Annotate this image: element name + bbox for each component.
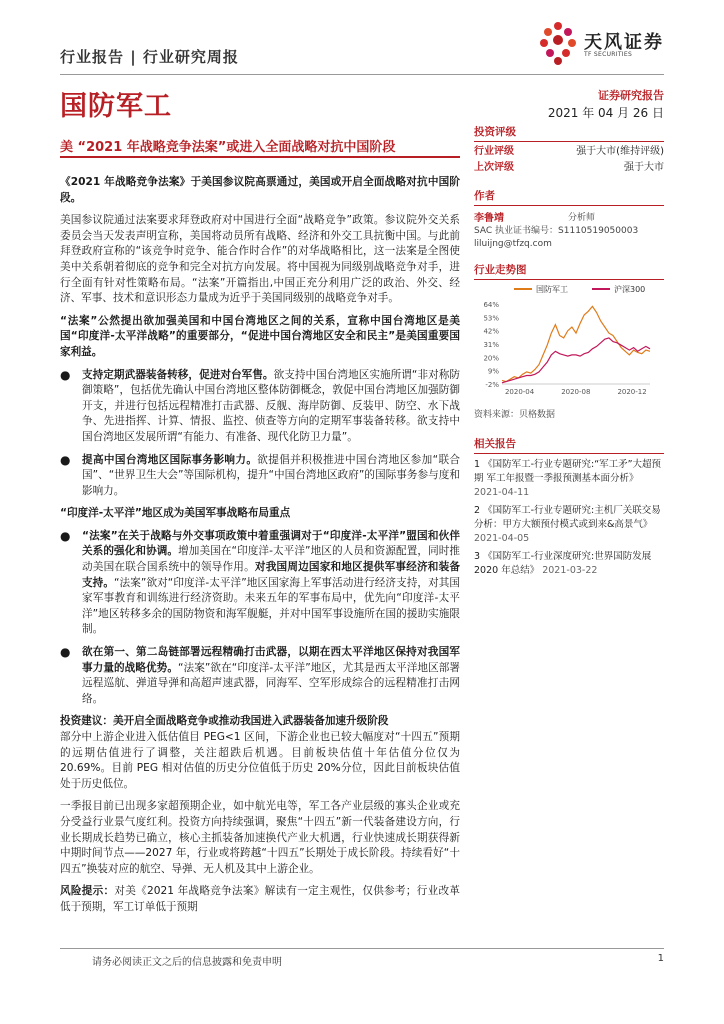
industry-rating-row	[474, 144, 664, 160]
logo-dot	[554, 57, 562, 65]
logo-dot	[554, 22, 562, 30]
bullet-item	[60, 529, 460, 638]
intro-summary: 《2021 年战略竞争法案》于美国参议院高票通过，美国或开启全面战略对抗中国阶段。	[60, 176, 460, 204]
author-name: 李鲁靖	[474, 213, 504, 224]
chart-heading: 行业走势图	[474, 264, 527, 276]
author-heading: 作者	[474, 190, 495, 202]
main-content	[60, 175, 460, 923]
sector-title: 国防军工	[60, 91, 172, 122]
bullet-icon: ●	[60, 528, 71, 543]
section-rule	[474, 453, 664, 454]
bullet-lead: “法案”在关于战略与外交事项政策中着重强调对于“印度洋-太平洋”盟国和伙伴关系的强化和协调。	[82, 529, 460, 558]
report-title: 美 “2021 年战略竞争法案”或进入全面战略对抗中国阶段	[60, 140, 396, 155]
logo-dot	[540, 39, 548, 47]
section-rule	[474, 141, 664, 142]
y-tick-label: 9%	[487, 367, 499, 376]
logo-icon	[536, 20, 580, 66]
logo-dot	[546, 49, 554, 57]
bullet-lead: 提高中国台湾地区国际事务影响力。	[82, 453, 258, 466]
footer-divider	[60, 948, 664, 949]
investment-heading: 投资建议：美开启全面战略竞争或推动我国进入武器装备加速升级阶段	[60, 715, 389, 728]
related-report-title[interactable]: 2 《国防军工-行业专题研究:主机厂关联交易分析：甲方大额预付模式或到来&高景气》	[474, 505, 661, 530]
bullet-item	[60, 368, 460, 446]
related-report-item[interactable]	[474, 550, 664, 578]
logo-dot	[564, 28, 572, 36]
bullet-lead: 支持定期武器装备转移，促进对台军售。	[82, 368, 274, 381]
risk-warning	[60, 884, 460, 915]
header-divider	[60, 74, 664, 75]
bullet-lead-2: 对我国周边国家和地区提供军事经济和装备支持。	[82, 561, 461, 589]
x-tick-label: 2020-12	[617, 388, 647, 396]
bullet-icon: ●	[60, 452, 71, 467]
rating-section	[474, 124, 664, 176]
bullet-text: 增加美国在“印度洋-太平洋”地区的人员和资源配置，同时推动美国在联合国系统中的领导作用。	[82, 545, 461, 574]
logo-dot	[562, 49, 570, 57]
paragraph: 美国参议院通过法案要求拜登政府对中国进行全面“战略竞争”政策。参议院外交关系委员会当天发表声明宣称，美国将动员所有战略、经济和外交工具抗衡中国。与此前拜登政府宣称的“该竞争时竞争、能合作时合作”的对华战略相比，这一法案是全图使美中关系朝着彻底的竞争和完全对抗方向发展。将中国视为同级别战略竞争对手，进行全面有针对性策略布局。“法案”开篇指出,中国正充分利用广泛的政治、外交、经济、军事、技术和意识形态力量成为近乎于美国同级别的战略竞争对手。	[60, 214, 460, 305]
series-line-csi300	[502, 338, 650, 383]
logo-dot	[544, 28, 552, 36]
logo-subtitle: TF SECURITIES	[584, 51, 633, 58]
paragraph: 一季报目前已出现多家超预期企业，如中航光电等，军工各产业层级的寡头企业或充分受益行业景气度红利。投资方向持续强调，聚焦“十四五”新一代装备建设方向，行业长期成长趋势已确立，核心主抓装备加速换代产业大机遇，行业快速成长期获得新中期时间节点——2027 年，行业或将跨越“十四五”长期处于成长阶段。持续看好“十四五”换装对应的航空、导弹、无人机及其中上游企业。	[60, 800, 460, 875]
related-report-item[interactable]	[474, 504, 664, 546]
industry-rating-value: 强于大市(维持评级)	[576, 146, 664, 157]
y-tick-label: -2%	[485, 381, 499, 389]
related-report-date: 2021-04-11	[474, 487, 530, 498]
report-category: 行业报告 | 行业研究周报	[60, 48, 239, 66]
risk-label: 风险提示：	[60, 885, 115, 898]
paragraph-bold: “法案”公然提出欲加强美国和中国台湾地区之间的关系，宣称中国台湾地区是美国“印度洋-太平洋战略”的重要部分，“促进中国台湾地区安全和民主”是美国重要国家利益。	[60, 314, 460, 358]
author-email[interactable]: liluijng@tfzq.com	[474, 239, 552, 249]
related-heading: 相关报告	[474, 438, 516, 450]
logo-name: 天风证券	[584, 32, 664, 53]
y-tick-label: 64%	[483, 301, 499, 309]
section-rule	[474, 205, 664, 206]
risk-text: 对美《2021 年战略竞争法案》解读有一定主观性，仅供参考；行业改革低于预期，军工订单低于预期	[60, 885, 461, 913]
bullet-lead: 欲在第一、第二岛链部署远程精确打击武器，以期在西太平洋地区保持对我国军事力量的战略优势。	[82, 646, 460, 674]
previous-rating-row	[474, 160, 664, 176]
legend-label: 沪深300	[614, 285, 646, 294]
sub-heading: “印度洋-太平洋”地区成为美国军事战略布局重点	[60, 507, 291, 520]
x-tick-label: 2020-04	[504, 388, 535, 396]
y-tick-label: 53%	[483, 314, 499, 323]
x-tick-label: 2020-08	[561, 388, 591, 396]
legend-label: 国防军工	[536, 285, 568, 294]
previous-rating-label: 上次评级	[474, 162, 514, 173]
title-underline	[60, 156, 460, 158]
bullet-text: 欲支持中国台湾地区实施所谓“非对称防御策略”，包括优先确认中国台湾地区整体防御概念，敦促中国台湾地区加强防御开支，并进行包括远程精准打击武器、反舰、海岸防御、反装甲、防空、水下战争、先进指挥、计算、情报、监控、侦查等方向的定期军事装备转移。欲支持中国台湾地区发展所谓“有能力、有准备、现代化防卫力量”。	[82, 368, 460, 443]
bullet-text: 欲提倡并积极推进中国台湾地区参加“联合国”、“世界卫生大会”等国际机构，提升“中国台湾地区政府”的国际事务参与度和影响力。	[82, 453, 460, 497]
page-number: 1	[657, 953, 664, 964]
bullet-item	[60, 453, 460, 500]
related-report-date: 2021-04-05	[474, 533, 530, 544]
series-line-defense	[502, 306, 650, 381]
related-report-title[interactable]: 3 《国防军工-行业深度研究:世界国防发展 2020 年总结》	[474, 551, 652, 576]
report-type: 证券研究报告	[598, 89, 664, 102]
chart-source: 资料来源：贝格数据	[474, 410, 556, 420]
bullet-icon: ●	[60, 367, 71, 382]
industry-trend-chart	[474, 280, 664, 402]
industry-rating-label: 行业评级	[474, 146, 514, 157]
report-date: 2021 年 04 月 26 日	[547, 106, 664, 120]
logo-dot	[568, 39, 576, 47]
author-section	[474, 188, 664, 251]
logo-dot	[553, 35, 563, 45]
y-tick-label: 20%	[483, 354, 499, 363]
chart-section	[474, 262, 664, 280]
y-tick-label: 42%	[483, 327, 499, 336]
investment-text: 部分中上游企业进入低估值目 PEG<1 区间，下游企业也已较大幅度对“十四五”预期的远期估值进行了调整，关注超跌后机遇。目前板块估值十年估值分位仅为 20.69%。目前 PEG 相对估值的历史分位值低于历史 20%分位，因此目前板块估值处于历史低位。	[60, 731, 460, 790]
previous-rating-value: 强于大市	[624, 162, 664, 173]
related-report-date: 2021-03-22	[542, 565, 598, 576]
bullet-item	[60, 645, 460, 707]
related-report-item[interactable]	[474, 458, 664, 500]
bullet-text: “法案”欲在“印度洋-太平洋”地区，尤其是西太平洋地区部署远程巡航、弹道导弹和高超声速武器，同海军、空军形成综合的远程精准打击网络。	[82, 661, 460, 705]
footer-disclaimer: 请务必阅读正文之后的信息披露和免责申明	[92, 957, 282, 968]
author-title: 分析师	[568, 213, 596, 223]
bullet-text-2: “法案”欲对“印度洋-太平洋”地区国家海上军事活动进行经济支持，对其国家军事教育和训练进行经济资助。未来五年的军事布局中，优先向“印度洋-太平洋”地区转移多余的国防物资和海军舰艇，并对中国军事设施所在国的援助实施限制。	[82, 576, 460, 636]
bullet-icon: ●	[60, 645, 71, 660]
related-section	[474, 436, 664, 582]
related-report-title[interactable]: 1 《国防军工-行业专题研究:“军工矛”大超预期 军工年报暨一季报预测基本面分析》	[474, 459, 662, 484]
author-certificate: SAC 执业证书编号：S1110519050003	[474, 226, 639, 236]
y-tick-label: 31%	[483, 341, 499, 349]
rating-heading: 投资评级	[474, 126, 516, 138]
